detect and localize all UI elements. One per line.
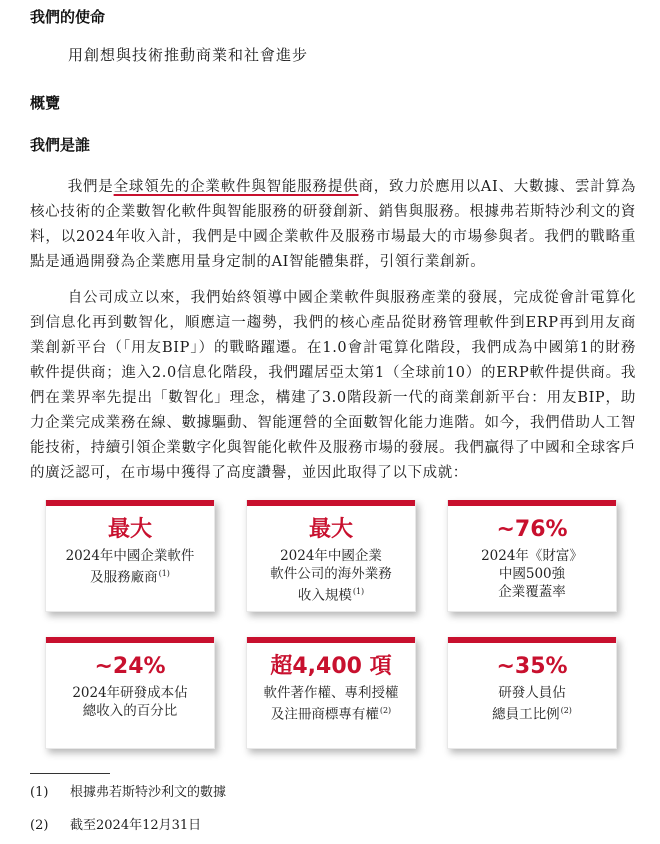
mission-statement: 用創想與技術推動商業和社會進步 — [68, 46, 309, 64]
intro-text-post: 商，致力於應用以AI、大數據、雲計算為核心技術的企業數智化軟件與智能服務的研發創新、銷售與服務。根據弗若斯特沙利文的資料，以2024年收入計，我們是中國企業軟件及服務市場最大的市場參與者。我們的戰略重點是通過開發為企業應用量身定制的AI智能體集群，引領行業創新。 — [30, 179, 636, 270]
achievement-card — [45, 637, 215, 749]
achievement-value: ~76% — [496, 517, 568, 542]
overview-heading: 概覽 — [30, 94, 61, 112]
achievement-value: 最大 — [308, 517, 353, 542]
achievement-description — [46, 547, 214, 587]
footnote-1-text: 根據弗若斯特沙利文的數據 — [70, 785, 227, 800]
footnote-2-text: 截至2024年12月31日 — [70, 818, 202, 833]
achievement-card — [447, 500, 617, 612]
history-paragraph — [30, 286, 636, 486]
achievement-value: 超4,400 項 — [270, 654, 392, 679]
achievement-card — [447, 637, 617, 749]
achievement-description-line: 總員工比例 — [492, 706, 560, 723]
footnote-2-number: (2) — [30, 818, 49, 833]
achievement-description-line: 中國500強 — [498, 566, 566, 582]
footnote-marker: (1) — [352, 587, 365, 596]
achievement-description — [247, 684, 415, 724]
intro-text-underlined: 全球領先的企業軟件與智能服務提供 — [113, 179, 359, 195]
achievement-description-line: 研發人員佔 — [498, 685, 566, 701]
footnote-1 — [30, 781, 226, 800]
footnote-divider — [30, 773, 110, 774]
achievement-card — [246, 500, 416, 612]
achievement-description-line: 軟件著作權、專利授權 — [263, 685, 399, 701]
achievement-description-line: 及服務廠商 — [90, 569, 158, 586]
footnote-marker: (2) — [379, 706, 392, 715]
achievement-description — [448, 547, 616, 601]
achievement-card — [246, 637, 416, 749]
achievement-value: ~35% — [496, 654, 568, 679]
achievement-card — [45, 500, 215, 612]
achievement-value: 最大 — [107, 517, 152, 542]
achievement-value: ~24% — [94, 654, 166, 679]
achievement-description-line: 總收入的百分比 — [82, 703, 178, 719]
achievement-description — [46, 684, 214, 720]
who-we-are-heading: 我們是誰 — [30, 136, 91, 154]
achievement-description-line: 收入規模 — [297, 587, 352, 604]
achievement-description — [247, 547, 415, 605]
footnote-marker: (1) — [158, 569, 170, 578]
achievement-description-line: 軟件公司的海外業務 — [270, 566, 392, 582]
achievement-description-line: 2024年中國企業 — [280, 548, 382, 564]
achievement-description-line: 及注冊商標專有權 — [270, 706, 379, 723]
achievement-description-line: 2024年《財富》 — [481, 548, 583, 564]
history-text: 自公司成立以來，我們始終領導中國企業軟件與服務產業的發展，完成從會計電算化到信息化再到數智化，順應這一趨勢，我們的核心產品從財務管理軟件到ERP再到用友商業創新平台（「用友BIP」）的戰略躍遷。在1.0會計電算化階段，我們成為中國第1的財務軟件提供商；進入2.0信息化階段，我們躍居亞太第1（全球前10）的ERP軟件提供商。我們在業界率先提出「數智化」理念，構建了3.0階段新一代的商業創新平台：用友BIP，助力企業完成業務在線、數據驅動、智能運營的全面數智化能力進階。如今，我們借助人工智能技術，持續引領企業數字化與智能化軟件及服務市場的發展。我們贏得了中國和全球客戶的廣泛認可，在市場中獲得了高度讚譽，並因此取得了以下成就： — [30, 290, 636, 481]
intro-text-pre: 我們是 — [67, 179, 114, 195]
achievement-description — [448, 684, 616, 724]
intro-paragraph — [30, 175, 636, 275]
footnote-1-number: (1) — [30, 785, 49, 800]
footnote-2 — [30, 814, 201, 833]
footnote-marker: (2) — [560, 706, 572, 715]
achievement-description-line: 2024年研發成本佔 — [72, 685, 188, 701]
mission-heading: 我們的使命 — [30, 8, 106, 26]
achievement-description-line: 2024年中國企業軟件 — [65, 548, 195, 564]
achievement-description-line: 企業覆蓋率 — [498, 584, 566, 600]
